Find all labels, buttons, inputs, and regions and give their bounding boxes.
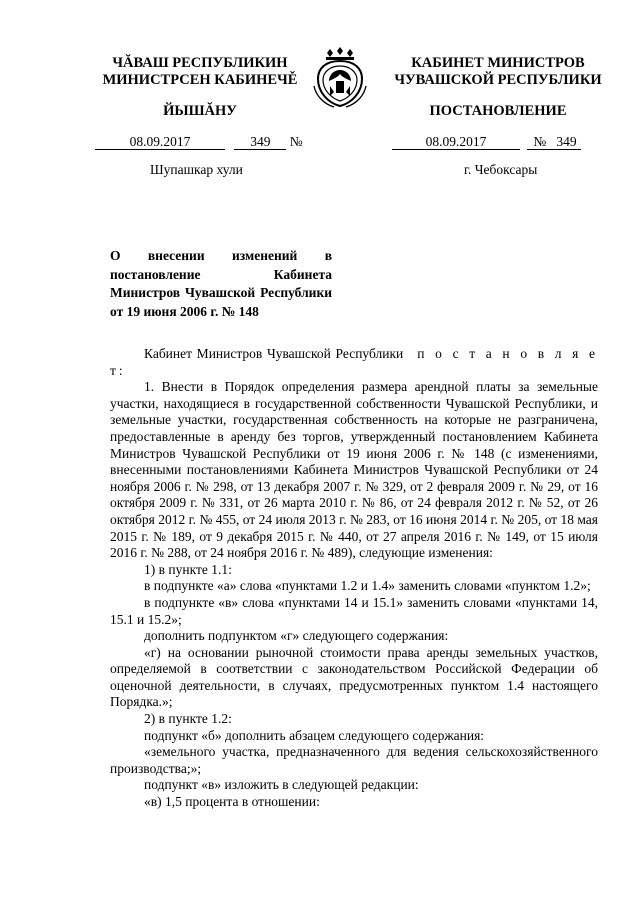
header-left-line1: ЧĂВАШ РЕСПУБЛИКИН: [112, 55, 288, 71]
paragraph-3: в подпункте «а» слова «пунктами 1.2 и 1.4» заменить словами «пунктом 1.2»;: [144, 578, 591, 594]
paragraph-10: подпункт «в» изложить в следующей редакции:: [144, 777, 419, 793]
intro-spaced-verb: п о с т а н о в л я е т:: [110, 346, 599, 378]
right-no-sign: №: [533, 134, 547, 149]
place-right: г. Чебоксары: [464, 162, 538, 177]
header-right: [378, 55, 618, 89]
intro-text: Кабинет Министров Чувашской Республики: [144, 346, 404, 361]
place-left: Шупашкар хули: [150, 162, 243, 177]
intro-paragraph: [110, 346, 598, 379]
doctype-right: ПОСТАНОВЛЕНИЕ: [429, 103, 567, 119]
right-date: 08.09.2017: [392, 134, 520, 150]
paragraph-8: подпункт «б» дополнить абзацем следующего содержания:: [144, 727, 485, 743]
left-number: 349: [234, 134, 286, 150]
left-no-sign: №: [289, 134, 303, 149]
document-body: [110, 346, 598, 811]
paragraph-1: 1. Внести в Порядок определения размера арендной платы за земельные участки, находящиеся в государственной собственности Чувашской Республики, и земельные участки, государственная собственность на которые не разграничена, предоставленные в аренду без торгов, утвержденный постановлением Кабинета Министров Чувашской Республики от 19 июня 2006 г. № 148 (с изменениями, внесенными постановлениями Кабинета Министров Чувашской Республики от 24 ноября 2006 г. № 298, от 13 декабря 2007 г. № 329, от 2 февраля 2009 г. № 29, от 16 октября 2009 г. № 331, от 26 марта 2010 г. № 86, от 24 февраля 2012 г. № 52, от 26 октября 2012 г. № 455, от 24 июля 2013 г. № 283, от 16 июня 2014 г. № 205, от 18 мая 2015 г. № 189, от 9 декабря 2015 г. № 440, от 27 апреля 2016 г. № 149, от 15 июля 2016 г. № 288, от 24 ноября 2016 г. № 489), следующие изменения:: [110, 379, 598, 561]
paragraph-2: 1) в пункте 1.1:: [144, 561, 232, 577]
paragraph-9: «земельного участка, предназначенного для ведения сельскохозяйственного производства;»;: [110, 744, 598, 776]
right-number-field: [527, 134, 581, 150]
header-left-line2: МИНИСТРСЕН КАБИНЕЧĚ: [102, 72, 298, 88]
left-date: 08.09.2017: [95, 134, 225, 150]
paragraph-6: «г) на основании рыночной стоимости права аренды земельных участков, определяемой в соответствии с законодательством Российской Федерации об оценочной деятельности, в случаях, предусмотренных пунктом 1.4 настоящего Порядка.»;: [110, 644, 598, 710]
paragraph-7: 2) в пункте 1.2:: [144, 711, 232, 727]
doctype-left: ЙЫШĂНУ: [163, 103, 237, 119]
paragraph-5: дополнить подпунктом «г» следующего содержания:: [144, 628, 449, 644]
paragraph-4: в подпункте «в» слова «пунктами 14 и 15.1» заменить словами «пунктами 14, 15.1 и 15.2»;: [110, 594, 598, 627]
right-number: 349: [556, 134, 577, 149]
header-right-line1: КАБИНЕТ МИНИСТРОВ: [411, 55, 585, 71]
paragraph-11: «в) 1,5 процента в отношении:: [144, 794, 320, 810]
header-right-line2: ЧУВАШСКОЙ РЕСПУБЛИКИ: [394, 72, 602, 88]
right-number-line: [392, 134, 581, 150]
document-subject: О внесении изменений в постановление Кабинета Министров Чувашской Республики от 19 июня 2006 г. № 148: [110, 248, 332, 320]
coat-of-arms-icon: [312, 46, 368, 108]
left-number-line: [95, 134, 303, 150]
header-left: [100, 55, 300, 89]
